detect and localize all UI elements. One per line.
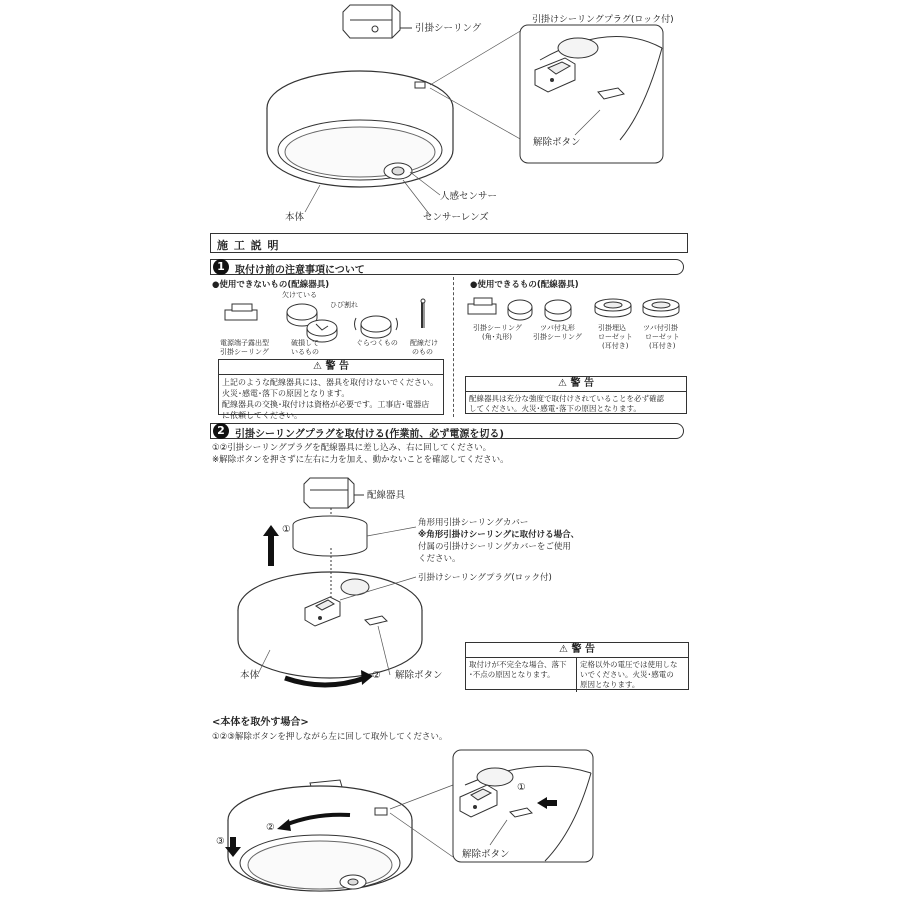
lens-label: センサーレンズ: [423, 212, 489, 223]
cover-note-2: 付属の引掛けシーリングカバーをご使用: [418, 542, 571, 552]
usable-title: ●使用できるもの(配線器具): [470, 280, 579, 290]
top-illustration: [0, 0, 900, 230]
ceiling-label: 引掛シーリング: [415, 23, 482, 34]
warning-text: 配線器具は充分な強度で取付けされていることを必ず確認 してください。火災･感電･落下の原因となります。: [469, 394, 664, 413]
unusable-wobbly-label: ぐらつくもの: [356, 339, 398, 347]
divider: [453, 277, 454, 417]
step2-heading-label: 引掛シーリングプラグを取付ける(作業前、必ず電源を切る): [235, 429, 504, 440]
unusable-chipped-label: 欠けている: [282, 291, 317, 299]
body-label: 本体: [285, 212, 305, 223]
unusable-exposed-label-2: 引掛シーリング: [220, 348, 269, 356]
usable-3-label-2: ローゼット: [598, 333, 633, 341]
unusable-exposed-label-1: 電源端子露出型: [220, 339, 269, 347]
remove-mark-1: ①: [517, 782, 526, 793]
remove-mark-3: ③: [216, 836, 225, 847]
plug-label: 引掛けシーリングプラグ(ロック付): [532, 15, 674, 25]
warning-box-usable: [465, 376, 687, 414]
usable-4-label-2: ローゼット: [645, 333, 680, 341]
cover-note-3: ください。: [418, 554, 461, 564]
step2-mark-2: ②: [372, 670, 381, 681]
step2-instruction-1: ①②引掛シーリングプラグを配線器具に差し込み、右に回してください。: [212, 443, 492, 453]
remove-instruction: ①②③解除ボタンを押しながら左に回して取外してください。: [212, 732, 448, 742]
warning-title: ⚠ 警 告: [219, 360, 443, 375]
usable-4-label-1: ツバ付引掛: [643, 324, 678, 332]
warning-title: ⚠ 警 告: [466, 643, 688, 658]
remove-title: <本体を取外す場合>: [212, 717, 309, 728]
usable-3-label-1: 引掛埋込: [598, 324, 626, 332]
usable-1-label-1: 引掛シーリング: [473, 324, 522, 332]
cover-label: 角形用引掛シーリングカバー: [418, 518, 529, 528]
unusable-cracked-label: ひび割れ: [330, 301, 358, 309]
step2-number: 2: [213, 423, 229, 439]
plug-label-2: 引掛けシーリングプラグ(ロック付): [418, 573, 552, 583]
section-title: 施 工 説 明: [210, 233, 688, 253]
remove-mark-2: ②: [266, 822, 275, 833]
usable-2-label-2: 引掛シーリング: [533, 333, 582, 341]
warning-title: ⚠ 警 告: [466, 377, 686, 392]
removal-drawing: [215, 745, 675, 915]
usable-2-label-1: ツバ付丸形: [540, 324, 575, 332]
cover-note-bold: ※角形引掛けシーリングに取付ける場合、: [418, 530, 580, 540]
sensor-label: 人感センサー: [440, 191, 498, 202]
warning-columns: [466, 658, 688, 692]
body-label-2: 本体: [240, 670, 260, 681]
warning-box-unusable: [218, 359, 444, 420]
release-button-label-2: 解除ボタン: [395, 670, 443, 681]
warning-box-step2: [465, 642, 689, 690]
step1-number: 1: [213, 259, 229, 275]
unusable-broken-label-2: いるもの: [291, 348, 319, 356]
release-button-label-3: 解除ボタン: [462, 849, 510, 860]
unusable-wire-label-1: 配線だけ: [410, 339, 438, 347]
usable-1-label-2: (角･丸形): [482, 333, 512, 341]
step1-heading-label: 取付け前の注意事項について: [235, 265, 365, 276]
usable-3-label-3: (耳付き): [602, 342, 629, 350]
warning-text-right: 定格以外の電圧では使用しな いでください。火災･感電の 原因となります。: [580, 660, 678, 689]
usable-4-label-3: (耳付き): [649, 342, 676, 350]
warning-text-left: 取付けが不完全な場合、落下 ･不点の原因となります。: [466, 658, 577, 692]
step2-instruction-2: ※解除ボタンを押さずに左右に力を加え、動かないことを確認してください。: [212, 455, 509, 465]
release-button-label: 解除ボタン: [533, 137, 581, 148]
unusable-broken-label-1: 破損して: [291, 339, 319, 347]
step2-heading: [210, 423, 684, 439]
step2-mark-1: ①: [282, 524, 291, 535]
step1-heading: [210, 259, 684, 275]
wiring-device-label: 配線器具: [367, 490, 406, 501]
warning-text: 上記のような配線器具には、器具を取付けないでください。 火災･感電･落下の原因となります。 配線器具の交換･取付けは資格が必要です。工事店･電器店 に依頼してください。: [222, 378, 438, 420]
unusable-title: ●使用できないもの(配線器具): [212, 280, 330, 290]
unusable-wire-label-2: のもの: [412, 348, 433, 356]
